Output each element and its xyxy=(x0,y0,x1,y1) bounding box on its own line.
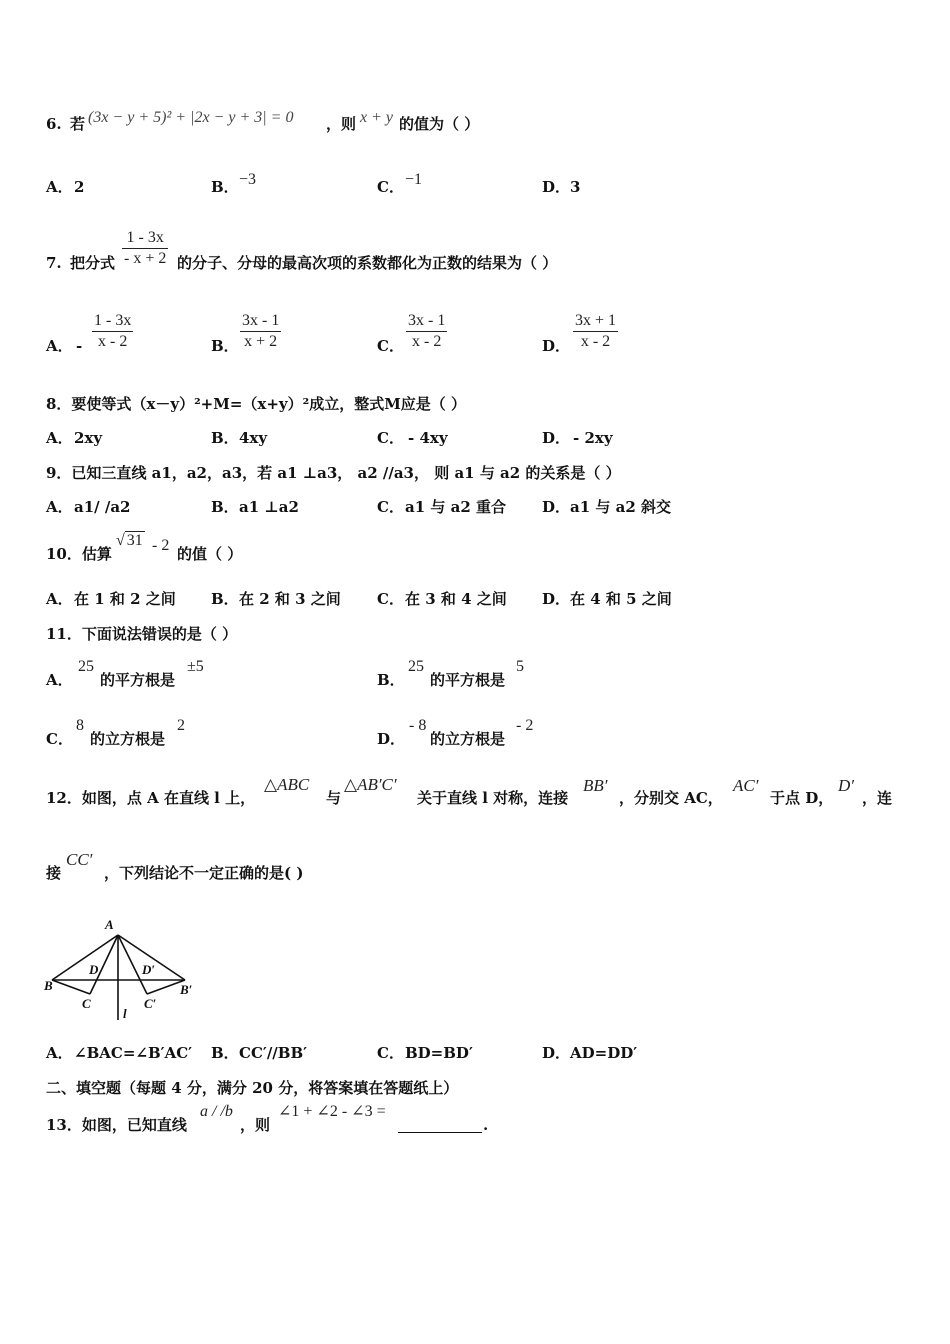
q11-option-b-answer: 5 xyxy=(516,658,524,675)
q6-expression-2: x + y xyxy=(360,109,393,126)
q8-stem: 8．要使等式（x－y）²+M=（x+y）²成立，整式M应是（ ） xyxy=(46,395,467,413)
q9-option-c: a1 与 a2 重合 xyxy=(405,498,506,516)
q11-option-a-label: A． xyxy=(46,671,73,689)
q12-triangle-abc-prime: △AB′C′ xyxy=(344,775,397,794)
q7-option-d-numerator: 3x + 1 xyxy=(575,312,617,329)
figure-label-d-prime: D′ xyxy=(142,962,156,977)
q11-option-d-answer: - 2 xyxy=(516,717,534,734)
q12-d-prime: D′ xyxy=(838,776,854,795)
q12-option-b: CC′//BB′ xyxy=(239,1044,308,1062)
q7-fraction xyxy=(122,229,168,269)
q10-option-a: 在 1 和 2 之间 xyxy=(74,590,176,608)
q7-option-b-numerator: 3x - 1 xyxy=(242,312,280,329)
q6-expression: (3x − y + 5)² + |2x − y + 3| = 0 xyxy=(88,109,294,126)
q10-option-b: 在 2 和 3 之间 xyxy=(239,590,341,608)
q11-option-a-text: 的平方根是 xyxy=(100,671,176,689)
q6-suffix: 的值为（ ） xyxy=(399,115,480,133)
fraction-bar xyxy=(92,331,133,332)
q10-minus-two: - 2 xyxy=(152,537,170,554)
fraction-bar xyxy=(573,331,618,332)
q9-option-a-label: A． xyxy=(46,498,73,516)
q12-triangle-abc: △ABC xyxy=(264,775,310,794)
q7-option-a-label: A． xyxy=(46,337,73,355)
section-2-title: 二、填空题（每题 4 分，满分 20 分，将答案填在答题纸上） xyxy=(46,1079,459,1097)
q6-number: 6. xyxy=(46,115,62,133)
q12-option-d-label: D． xyxy=(542,1044,571,1062)
q11-option-d-label: D． xyxy=(377,730,406,748)
q7-option-d-denominator: x - 2 xyxy=(580,333,611,351)
q6-option-a-label: A． xyxy=(46,178,73,196)
figure-label-l: l xyxy=(123,1006,127,1021)
q12-cc-prime: CC′ xyxy=(66,850,93,869)
q12-option-d: AD=DD′ xyxy=(570,1044,638,1062)
q11-option-c-text: 的立方根是 xyxy=(90,730,166,748)
figure-label-d: D xyxy=(89,962,99,977)
q11-option-a-answer: ±5 xyxy=(187,658,204,675)
q6-option-c-label: C． xyxy=(377,178,404,196)
q7-option-a-sign: - xyxy=(76,337,83,355)
q6-mid: ，则 xyxy=(326,115,357,133)
q10-option-b-label: B． xyxy=(211,590,239,608)
q11-option-d-text: 的立方根是 xyxy=(430,730,506,748)
q8-option-d: - 2xy xyxy=(573,429,613,447)
q12-yu: 与 xyxy=(326,789,342,807)
q10-option-c-label: C． xyxy=(377,590,404,608)
q12-part5: ，连 xyxy=(862,789,893,807)
q10-option-a-label: A． xyxy=(46,590,73,608)
q6-option-c: −1 xyxy=(405,171,423,188)
q8-option-b-label: B． xyxy=(211,429,239,447)
q8-option-d-label: D． xyxy=(542,429,571,447)
q7-option-a-numerator: 1 - 3x xyxy=(94,312,132,329)
q10-option-c: 在 3 和 4 之间 xyxy=(405,590,507,608)
q7-option-a-denominator: x - 2 xyxy=(98,333,128,351)
q7-option-d-label: D． xyxy=(542,337,571,355)
figure-label-c: C xyxy=(82,996,91,1011)
q11-option-a-value: 25 xyxy=(78,658,94,675)
q11-option-c-value: 8 xyxy=(76,717,84,734)
q8-option-b: 4xy xyxy=(239,429,268,447)
q10-option-d-label: D． xyxy=(542,590,571,608)
q12-line2-suffix: ，下列结论不一定正确的是( ) xyxy=(104,864,304,882)
q10-option-d: 在 4 和 5 之间 xyxy=(570,590,672,608)
q9-option-d-label: D． xyxy=(542,498,571,516)
q10-number: 10．估算 xyxy=(46,545,112,563)
q12-part4: 于点 D， xyxy=(770,789,834,807)
q8-option-c-label: C． xyxy=(377,429,404,447)
q13-parallel-expr: a / /b xyxy=(200,1103,233,1120)
fraction-bar xyxy=(240,331,281,332)
q11-option-c-label: C． xyxy=(46,730,73,748)
q9-option-a: a1/ /a2 xyxy=(74,498,131,516)
q6-prefix: 若 xyxy=(70,115,86,133)
q12-option-c-label: C． xyxy=(377,1044,404,1062)
figure-label-a: A xyxy=(105,917,114,932)
q6-option-b-label: B． xyxy=(211,178,239,196)
q11-option-d-value: - 8 xyxy=(409,717,427,734)
q12-option-a: ∠BAC=∠B′AC′ xyxy=(74,1044,193,1062)
q8-option-c: - 4xy xyxy=(408,429,448,447)
q7-option-b-fraction xyxy=(240,312,281,352)
q6-option-d: 3 xyxy=(570,178,581,196)
q13-prefix: 13．如图，已知直线 xyxy=(46,1116,187,1134)
figure-label-b: B xyxy=(44,978,53,993)
q12-bb-prime: BB′ xyxy=(583,776,608,795)
q7-suffix: 的分子、分母的最高次项的系数都化为正数的结果为（ ） xyxy=(177,254,558,272)
fraction-bar xyxy=(406,331,447,332)
q10-radicand: 31 xyxy=(126,532,143,549)
q9-stem: 9．已知三直线 a1，a2，a3，若 a1 ⊥a3， a2 //a3， 则 a1 与 a2 的关系是（ ） xyxy=(46,464,621,482)
q9-option-b-label: B． xyxy=(211,498,239,516)
q13-angle-expr: ∠1 + ∠2 - ∠3 = xyxy=(278,1103,386,1120)
radical-sign: √ xyxy=(116,532,125,549)
q11-option-b-label: B． xyxy=(377,671,405,689)
q12-figure xyxy=(40,912,210,1024)
q9-option-d: a1 与 a2 斜交 xyxy=(570,498,671,516)
q12-ac-prime: AC′ xyxy=(733,776,759,795)
q7-fraction-numerator: 1 - 3x xyxy=(126,229,164,246)
q6-option-d-label: D． xyxy=(542,178,571,196)
q11-option-b-text: 的平方根是 xyxy=(430,671,506,689)
q9-option-b: a1 ⊥a2 xyxy=(239,498,299,516)
q12-part3: ，分别交 AC， xyxy=(619,789,723,807)
q8-option-a-label: A． xyxy=(46,429,73,447)
figure-label-b-prime: B′ xyxy=(180,982,193,997)
q7-prefix: 把分式 xyxy=(70,254,116,272)
q7-option-d-fraction xyxy=(573,312,618,352)
q7-option-c-fraction xyxy=(406,312,447,352)
q8-option-a: 2xy xyxy=(74,429,103,447)
q7-option-c-label: C． xyxy=(377,337,404,355)
q12-option-c: BD=BD′ xyxy=(405,1044,473,1062)
figure-label-c-prime: C′ xyxy=(144,996,157,1011)
segment-bc xyxy=(52,980,90,994)
q12-part2: 关于直线 l 对称，连接 xyxy=(417,789,569,807)
q7-option-c-denominator: x - 2 xyxy=(412,333,442,351)
q7-option-b-label: B． xyxy=(211,337,239,355)
q11-option-c-answer: 2 xyxy=(177,717,185,734)
q7-option-c-numerator: 3x - 1 xyxy=(408,312,446,329)
q13-period: . xyxy=(483,1116,489,1134)
q12-part1: 12．如图，点 A 在直线 l 上， xyxy=(46,789,256,807)
q7-option-a-fraction xyxy=(92,312,133,352)
fraction-bar xyxy=(122,248,168,249)
q10-sqrt xyxy=(116,533,145,549)
q7-number: 7. xyxy=(46,254,62,272)
q10-suffix: 的值（ ） xyxy=(177,545,243,563)
q11-option-b-value: 25 xyxy=(408,658,424,675)
q11-stem: 11．下面说法错误的是（ ） xyxy=(46,625,238,643)
q6-option-b: −3 xyxy=(239,171,257,188)
q12-line2-prefix: 接 xyxy=(46,864,62,882)
q12-option-b-label: B． xyxy=(211,1044,239,1062)
q7-option-b-denominator: x + 2 xyxy=(244,333,278,351)
q9-option-c-label: C． xyxy=(377,498,404,516)
q12-option-a-label: A． xyxy=(46,1044,73,1062)
q13-answer-blank[interactable] xyxy=(398,1132,482,1133)
q6-option-a: 2 xyxy=(74,178,85,196)
q7-fraction-denominator: - x + 2 xyxy=(124,250,167,268)
q13-mid: ，则 xyxy=(240,1116,271,1134)
